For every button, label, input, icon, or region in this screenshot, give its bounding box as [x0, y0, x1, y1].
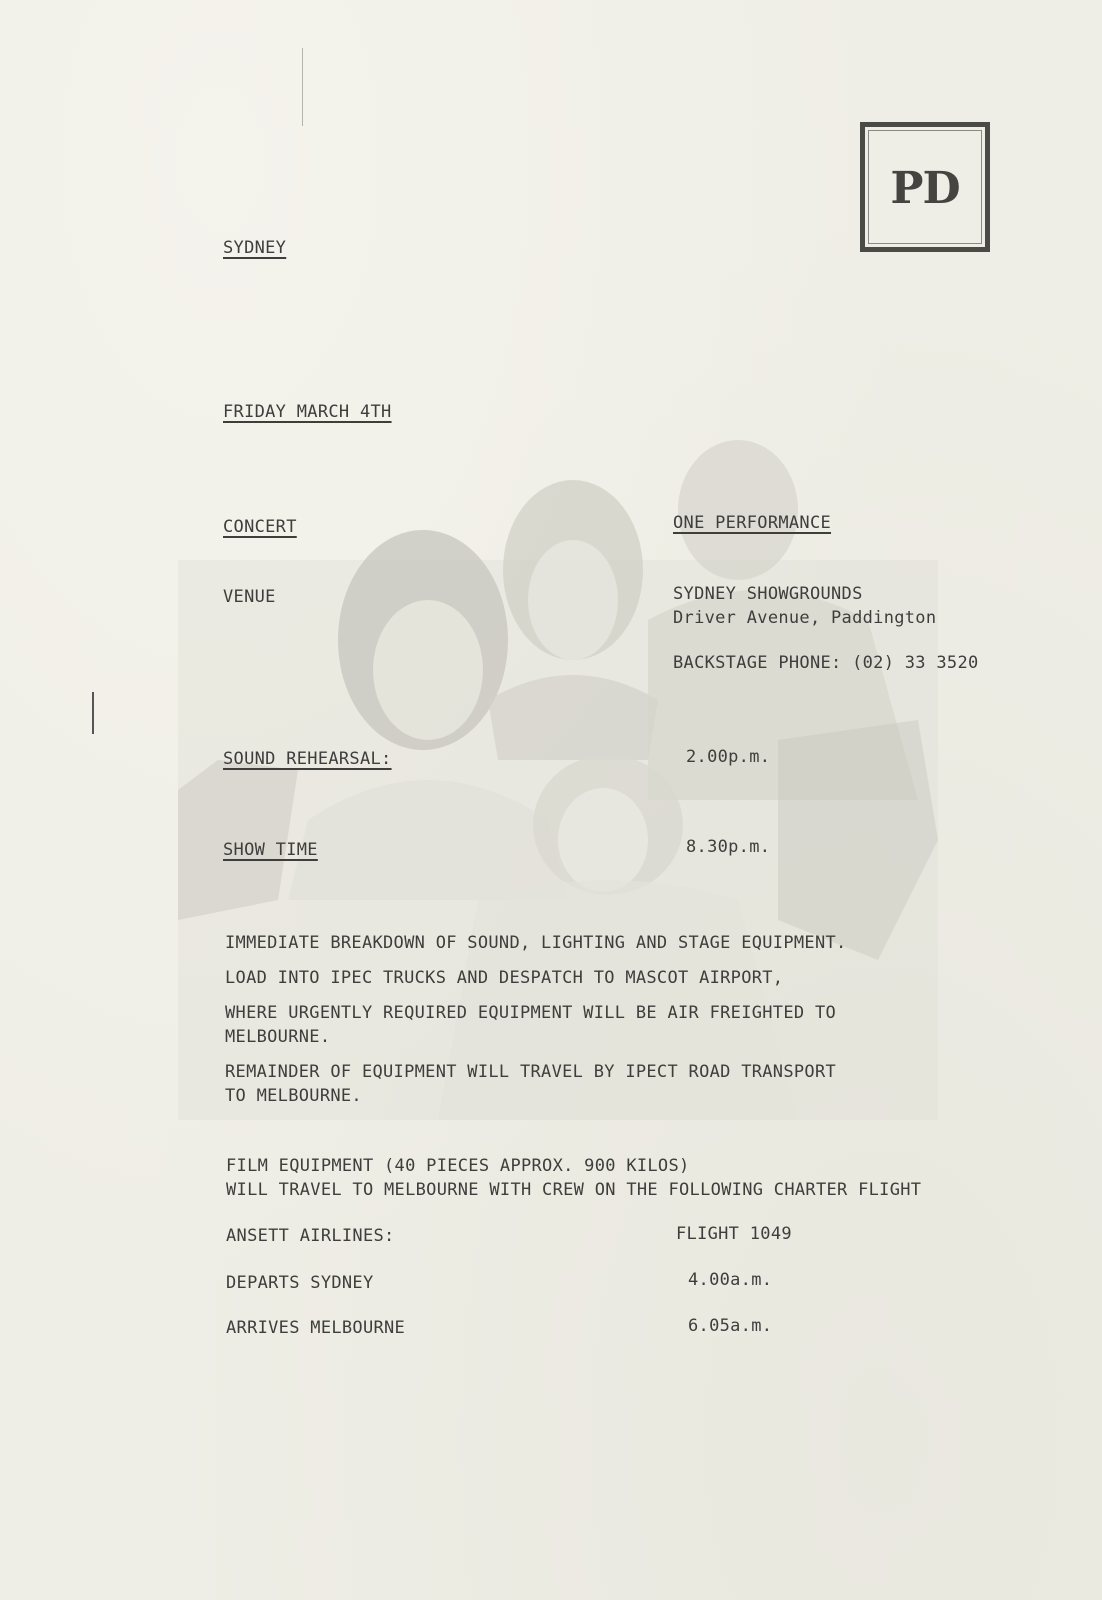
- note-line: IMMEDIATE BREAKDOWN OF SOUND, LIGHTING AND STAGE EQUIPMENT.: [225, 933, 847, 953]
- note-line: WHERE URGENTLY REQUIRED EQUIPMENT WILL BE AIR FREIGHTED TO: [225, 1003, 837, 1023]
- venue-name: SYDNEY SHOWGROUNDS: [673, 584, 863, 604]
- flight-number: FLIGHT 1049: [676, 1224, 792, 1244]
- arrives-label: ARRIVES MELBOURNE: [226, 1318, 406, 1338]
- backstage-phone: BACKSTAGE PHONE: (02) 33 3520: [673, 653, 979, 673]
- show-time-value: 8.30p.m.: [686, 837, 771, 857]
- arrives-time: 6.05a.m.: [688, 1316, 773, 1336]
- note-line: MELBOURNE.: [225, 1027, 331, 1047]
- film-equipment-line: FILM EQUIPMENT (40 PIECES APPROX. 900 KILOS): [226, 1156, 690, 1176]
- logo-text: PD: [890, 163, 960, 214]
- city-heading: SYDNEY: [223, 238, 287, 258]
- concert-label: CONCERT: [223, 517, 297, 537]
- note-line: TO MELBOURNE.: [225, 1086, 362, 1106]
- pd-logo: [860, 122, 990, 252]
- note-line: LOAD INTO IPEC TRUCKS AND DESPATCH TO MASCOT AIRPORT,: [225, 968, 784, 988]
- margin-mark: [92, 692, 94, 734]
- show-time-label: SHOW TIME: [223, 840, 318, 860]
- concert-value: ONE PERFORMANCE: [673, 513, 832, 533]
- departs-label: DEPARTS SYDNEY: [226, 1273, 374, 1293]
- departs-time: 4.00a.m.: [688, 1270, 773, 1290]
- note-line: REMAINDER OF EQUIPMENT WILL TRAVEL BY IPECT ROAD TRANSPORT: [225, 1062, 837, 1082]
- rehearsal-label: SOUND REHEARSAL:: [223, 749, 392, 769]
- venue-label: VENUE: [223, 587, 276, 607]
- margin-mark: [302, 48, 303, 126]
- venue-address: Driver Avenue, Paddington: [673, 608, 937, 628]
- film-equipment-line: WILL TRAVEL TO MELBOURNE WITH CREW ON THE FOLLOWING CHARTER FLIGHT: [226, 1180, 922, 1200]
- date-heading: FRIDAY MARCH 4TH: [223, 402, 392, 422]
- rehearsal-time: 2.00p.m.: [686, 747, 771, 767]
- airline-label: ANSETT AIRLINES:: [226, 1226, 395, 1246]
